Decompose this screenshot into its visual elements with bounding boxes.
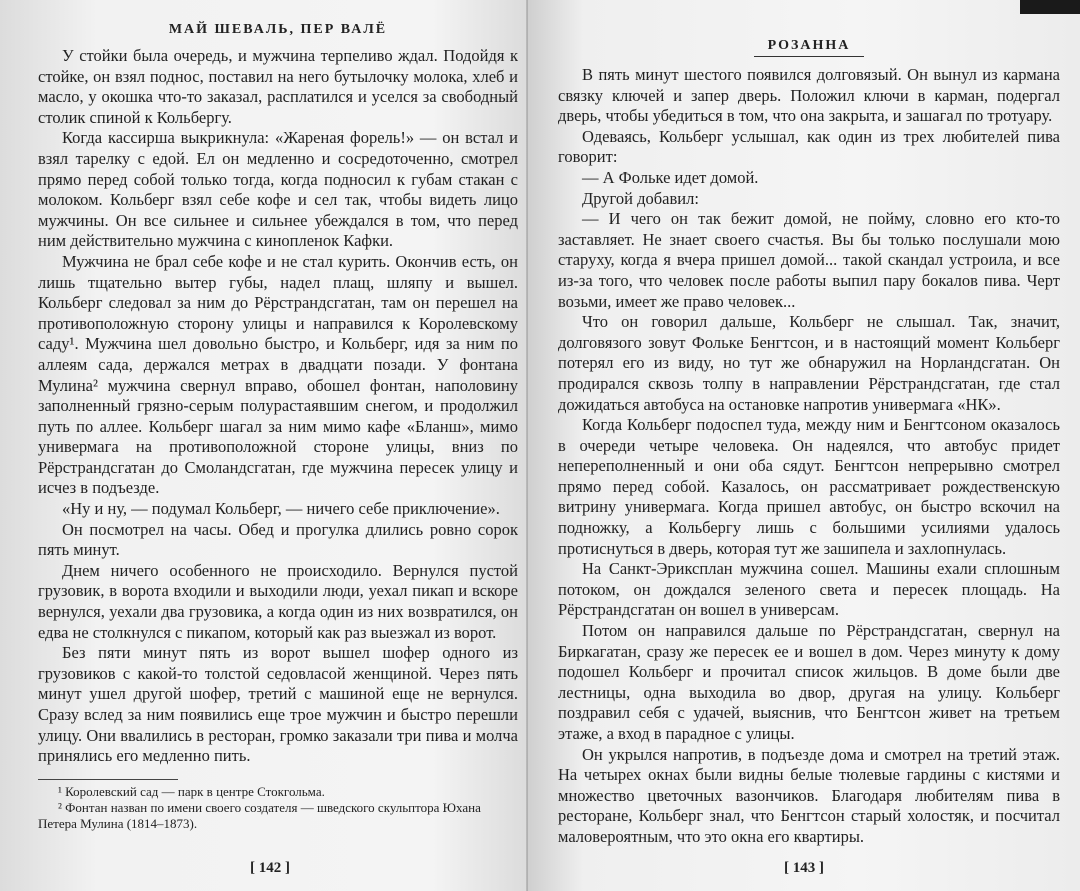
paragraph: Днем ничего особенного не происходило. Вернулся пустой грузовик, в ворота входили и выходили люди, уехал пикап и вскоре вернулся, уехали два грузовика, а когда один из них возвратился, он едва не столкнулся с пикапом, который как раз выезжал из ворот.	[38, 560, 518, 642]
paragraph: «Ну и ну, — подумал Кольберг, — ничего себе приключение».	[62, 499, 500, 519]
running-head-right: РОЗАННА	[754, 38, 864, 57]
paragraph: Другой добавил:	[582, 188, 699, 208]
paragraph: На Санкт-Эриксплан мужчина сошел. Машины ехали сплошным потоком, он дождался зеленого света и пересек площадь. На Рёрстрандсгатан он вошел в универсам.	[558, 559, 1060, 620]
page-number-right: [ 143 ]	[784, 860, 824, 876]
footnote: ¹ Королевский сад — парк в центре Стокгольма.	[58, 783, 325, 799]
paragraph: В пять минут шестого появился долговязый. Он вынул из кармана связку ключей и запер дверь. Положил ключи в карман, подергал дверь, чтобы убедиться в том, что она закрыта, и зашагал по тротуару.	[558, 65, 1060, 126]
right-page	[528, 0, 1080, 891]
paragraph: Мужчина не брал себе кофе и не стал курить. Окончив есть, он лишь тщательно вытер губы, надел плащ, шляпу и вышел. Кольберг следовал за ним до Рёрстрандсгатан, там он перешел на противоположную сторону улицы и направился к Королевскому саду¹. Мужчина шел довольно быстро, и Кольберг, идя за ним по аллеям сада, держался метрах в двадцати позади. У фонтана Мулина² мужчина свернул вправо, обошел фонтан, наполовину заполненный грязно-серым полурастаявшим снегом, и продолжил путь по аллее. Кольберг шагал за ним мимо кафе «Бланш», мимо универмага на противоположной стороне улицы, вниз по Рёрстрандсгатан до Смоландсгатан, где мужчина пересек улицу и исчез в подъезде.	[38, 251, 518, 498]
left-page-text	[38, 46, 518, 767]
paragraph: Что он говорил дальше, Кольберг не слышал. Так, значит, долговязого зовут Фольке Бенгтсон, и в настоящий момент Кольберг потерял его из виду, но тут же обнаружил на Норландсгатан. Он продирался сквозь толпу в направлении Рёрстрандсгатан, где стал дожидаться автобуса на остановке напротив универмага «НК».	[558, 312, 1060, 414]
footnote: ² Фонтан назван по имени своего создателя — шведского скульптора Юхана Петера Мулина (1814–1873).	[38, 799, 481, 831]
paragraph: Он укрылся напротив, в подъезде дома и смотрел на третий этаж. На четырех окнах были видны белые тюлевые гардины с кистями и множество цветочных вазончиков. Благодаря любителям пива в ресторане, Кольберг знал, что Бенгтсон старый холостяк, и посчитал маловероятным, что это окна его квартиры.	[558, 744, 1060, 846]
paragraph: — А Фольке идет домой.	[582, 167, 759, 187]
paragraph: Без пяти минут пять из ворот вышел шофер одного из грузовиков с какой-то толстой седовласой женщиной. Через пять минут ушел другой шофер, третий с машиной еще не вернулся. Сразу вслед за ним появились еще трое мужчин и быстро перешли улицу. Они ввалились в ресторан, громко заказали три пива и молча принялись его медленно пить.	[38, 643, 518, 766]
page-number-left: [ 142 ]	[250, 860, 290, 876]
paragraph: Когда кассирша выкрикнула: «Жареная форель!» — он встал и взял тарелку с едой. Ел он медленно и сосредоточенно, смотрел прямо перед собой только тогда, когда подносил к губам стакан с молоком. Кольберг взял себе кофе и сел так, чтобы видеть лицо мужчины. Он все сильнее и сильнее убеждался в том, что перед ним действительно мужчина с кинопленок Кафки.	[38, 128, 518, 251]
paragraph: — И чего он так бежит домой, не пойму, словно его кто-то заставляет. Не знает своего счастья. Вы бы только послушали мою старуху, когда я вчера пришел домой... такой скандал устроила, и все из-за того, что человек после работы выпил пару бокалов пива. Черт возьми, имеет же право человек...	[558, 209, 1060, 311]
right-page-text	[558, 65, 1060, 848]
paragraph: Потом он направился дальше по Рёрстрандсгатан, свернул на Биркагатан, сразу же пересек ее и вошел в дом. Через минуту к дому подошел Кольберг и прочитал список жильцов. В доме были две лестницы, одна выходила во двор, другая на улицу. Кольберг поздравил себя с удачей, выяснив, что Бенгтсон живет на третьем этаже, а вход в парадное с улицы.	[558, 621, 1060, 743]
book-corner-shadow	[1020, 0, 1080, 14]
footnotes	[38, 779, 481, 832]
paragraph: Одеваясь, Кольберг услышал, как один из трех любителей пива говорит:	[558, 126, 1060, 167]
paragraph: Когда Кольберг подоспел туда, между ним и Бенгтсоном оказалось в очереди четыре человека. Он надеялся, что автобус придет непереполненный и они оба сядут. Бенгтсон непрерывно смотрел прямо перед собой. Казалось, он рассматривает рождественскую витрину универмага. Когда пришел автобус, он быстро вскочил на подножку, а Кольбергу лишь с большими усилиями удалось протиснуться в дверь, которая тут же зашипела и захлопнулась.	[558, 415, 1060, 558]
paragraph: У стойки была очередь, и мужчина терпеливо ждал. Подойдя к стойке, он взял поднос, поставил на него бутылочку молока, хлеб и масло, у окошка что-то заказал, расплатился и уселся за свободный столик спиной к Кольбергу.	[38, 46, 518, 127]
paragraph: Он посмотрел на часы. Обед и прогулка длились ровно сорок пять минут.	[38, 519, 518, 560]
running-head-left: МАЙ ШЕВАЛЬ, ПЕР ВАЛЁ	[168, 22, 388, 37]
